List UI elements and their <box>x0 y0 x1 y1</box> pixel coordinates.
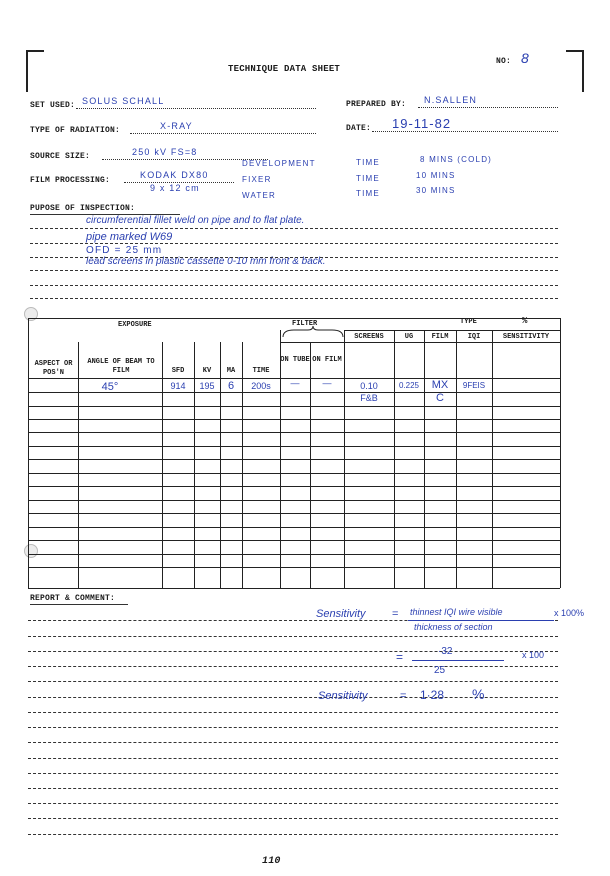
report-rule <box>28 666 558 667</box>
report-rule <box>28 636 558 637</box>
sheet-title: TECHNIQUE DATA SHEET <box>228 64 341 74</box>
report-label-underline <box>30 604 128 605</box>
time-2-label: TIME <box>356 174 380 183</box>
report-rule <box>28 818 558 819</box>
time-1-value: 8 MINS (COLD) <box>420 155 493 164</box>
equation-2-denominator: 25 <box>434 665 446 676</box>
report-rule <box>28 681 558 682</box>
row1-film: MX <box>431 379 449 391</box>
table-row-line <box>28 527 560 528</box>
date-label: DATE: <box>346 124 372 133</box>
table-col-line <box>424 330 425 588</box>
table-col-line <box>162 342 163 588</box>
prepared-by-underline <box>418 107 558 108</box>
table-col-line <box>394 330 395 588</box>
exposure-header: EXPOSURE <box>118 321 152 329</box>
row1-time: 200s <box>251 381 271 391</box>
set-used-underline <box>76 108 316 109</box>
report-label: REPORT & COMMENT: <box>30 594 116 603</box>
set-used-value: SOLUS SCHALL <box>82 96 165 106</box>
table-row-line <box>28 459 560 460</box>
report-rule <box>28 712 558 713</box>
equation-3-value: 1·28 <box>420 688 445 702</box>
type-header: TYPE <box>460 318 477 326</box>
purpose-line-1: circumferential fillet weld on pipe and to flat plate. <box>86 215 305 226</box>
time-3-value: 30 MINS <box>416 186 456 195</box>
row1-kv: 195 <box>199 381 215 391</box>
filter-header: FILTER <box>292 320 318 328</box>
radiation-value: X-RAY <box>160 121 193 131</box>
prepared-by-value: N.SALLEN <box>424 95 478 105</box>
purpose-rule <box>30 270 558 271</box>
purpose-rule <box>30 257 558 258</box>
equation-2-equals: = <box>396 650 404 664</box>
row1-screens: 0.10 <box>360 381 378 391</box>
sfd-header: SFD <box>171 367 185 375</box>
sheet-number-value: 8 <box>521 50 529 66</box>
sheet-number-label: NO: <box>496 57 512 66</box>
source-size-value: 250 kV FS=8 <box>132 147 198 157</box>
equation-1-numerator: thinnest IQI wire visible <box>410 607 503 617</box>
radiation-underline <box>130 133 316 134</box>
table-col-line <box>456 330 457 588</box>
table-col-line <box>242 342 243 588</box>
punch-hole <box>24 544 38 558</box>
screens-header: SCREENS <box>354 333 384 341</box>
time-2-value: 10 MINS <box>416 171 456 180</box>
table-col-line <box>344 330 345 588</box>
row2-film: C <box>436 392 444 404</box>
row1-on-tube: — <box>290 378 300 388</box>
equation-1-left: Sensitivity <box>316 608 366 620</box>
table-top-border <box>28 318 560 319</box>
table-col-line <box>280 330 281 588</box>
aspect-header: ASPECT OR POS'N <box>34 360 73 377</box>
equation-3-left: Sensitivity <box>318 690 368 702</box>
film-size-value: 9 x 12 cm <box>150 183 200 193</box>
table-row-line <box>28 554 560 555</box>
purpose-rule <box>30 228 558 229</box>
table-row-line <box>28 540 560 541</box>
row1-on-film: — <box>322 378 332 388</box>
prepared-by-label: PREPARED BY: <box>346 100 407 109</box>
time-header: TIME <box>252 367 270 375</box>
report-rule <box>28 742 558 743</box>
purpose-rule <box>30 298 558 299</box>
sensitivity-header: SENSITIVITY <box>502 333 550 341</box>
report-rule <box>28 651 558 652</box>
row1-sfd: 914 <box>170 381 186 391</box>
kv-header: KV <box>202 367 212 375</box>
row1-iqi: 9FEIS <box>462 381 486 390</box>
row1-ma: 6 <box>227 380 235 392</box>
time-3-label: TIME <box>356 189 380 198</box>
source-size-label: SOURCE SIZE: <box>30 152 91 161</box>
report-rule <box>28 834 558 835</box>
report-rule <box>28 727 558 728</box>
page-number: 110 <box>262 856 281 867</box>
table-bottom-border <box>28 588 560 589</box>
table-row-line <box>28 406 560 407</box>
row1-ug: 0.225 <box>398 381 420 390</box>
table-left-border <box>28 318 29 588</box>
purpose-label: PUPOSE OF INSPECTION: <box>30 204 136 213</box>
table-row-line <box>28 419 560 420</box>
corner-bracket-top-left <box>26 50 44 92</box>
table-right-border <box>560 318 561 588</box>
table-header-line <box>344 330 560 331</box>
date-value: 19-11-82 <box>392 116 452 131</box>
date-underline <box>372 131 558 132</box>
table-row-line <box>28 567 560 568</box>
report-rule <box>28 773 558 774</box>
row1-angle: 45° <box>101 381 119 393</box>
report-rule <box>28 758 558 759</box>
time-1-label: TIME <box>356 158 380 167</box>
film-processing-value: KODAK DX80 <box>140 170 209 180</box>
fixer-label: FIXER <box>242 175 272 184</box>
table-row-line <box>28 473 560 474</box>
set-used-label: SET USED: <box>30 101 76 110</box>
film-processing-label: FILM PROCESSING: <box>30 176 111 185</box>
equation-2-multiplier: x 100 <box>522 650 545 660</box>
table-row-line <box>28 500 560 501</box>
report-rule <box>28 788 558 789</box>
equation-3-percent: % <box>472 686 485 702</box>
on-tube-header: ON TUBE <box>280 356 310 364</box>
ug-header: UG <box>404 333 414 341</box>
table-col-line <box>78 342 79 588</box>
equation-1-equals: = <box>392 608 399 620</box>
purpose-rule <box>30 243 558 244</box>
equation-1-multiplier: x 100% <box>554 608 585 618</box>
equation-2-numerator: ·32 <box>438 646 453 657</box>
equation-1-denominator: thickness of section <box>414 622 493 632</box>
equation-2-fraction-bar <box>412 660 504 661</box>
corner-bracket-top-right <box>566 50 584 92</box>
table-col-line <box>194 342 195 588</box>
report-rule <box>28 803 558 804</box>
ma-header: MA <box>226 367 236 375</box>
table-row-line <box>28 513 560 514</box>
equation-1-fraction-bar <box>408 620 554 621</box>
purpose-line-2: pipe marked W69 <box>86 231 173 243</box>
iqi-header: IQI <box>467 333 481 341</box>
purpose-rule <box>30 285 558 286</box>
table-row-line <box>28 446 560 447</box>
table-col-line <box>492 330 493 588</box>
equation-3-equals: = <box>400 690 407 702</box>
angle-header: ANGLE OF BEAM TO FILM <box>87 358 155 375</box>
water-label: WATER <box>242 191 276 200</box>
film-header: FILM <box>431 333 449 341</box>
percent-header: % <box>522 316 528 326</box>
development-label: DEVELOPMENT <box>242 159 316 168</box>
purpose-line-4: lead screens in plastic cassette 0-10 mm front & back. <box>86 256 326 267</box>
row2-screens: F&B <box>360 393 378 403</box>
on-film-header: ON FILM <box>312 356 342 364</box>
table-col-line <box>220 342 221 588</box>
table-row-line <box>28 432 560 433</box>
table-row-line <box>28 486 560 487</box>
purpose-line-3: OFD = 25 mm <box>86 245 163 256</box>
radiation-label: TYPE OF RADIATION: <box>30 126 121 135</box>
table-header-line <box>280 342 560 343</box>
